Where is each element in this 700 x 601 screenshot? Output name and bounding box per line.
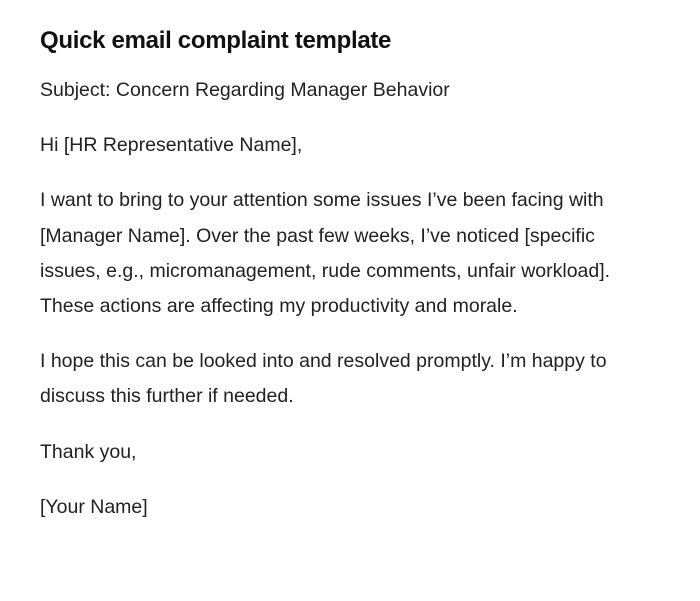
email-body-paragraph-1: I want to bring to your attention some issues I’ve been facing with [Manager Name]. Over the past few weeks, I’ve noticed [specific issues, e.g., micromanagement, rude comments, unfair workload]. These actions are affecting my productivity and morale. <box>40 189 611 318</box>
email-subject-line: Subject: Concern Regarding Manager Behavior <box>40 79 450 101</box>
email-signature: [Your Name] <box>40 495 148 518</box>
email-greeting: Hi [HR Representative Name], <box>40 134 303 157</box>
email-template-document <box>40 24 640 525</box>
page-title: Quick email complaint template <box>40 27 392 54</box>
email-body-paragraph-2: I hope this can be looked into and resolved promptly. I’m happy to discuss this further if needed. <box>40 350 607 408</box>
email-closing: Thank you, <box>40 440 137 463</box>
